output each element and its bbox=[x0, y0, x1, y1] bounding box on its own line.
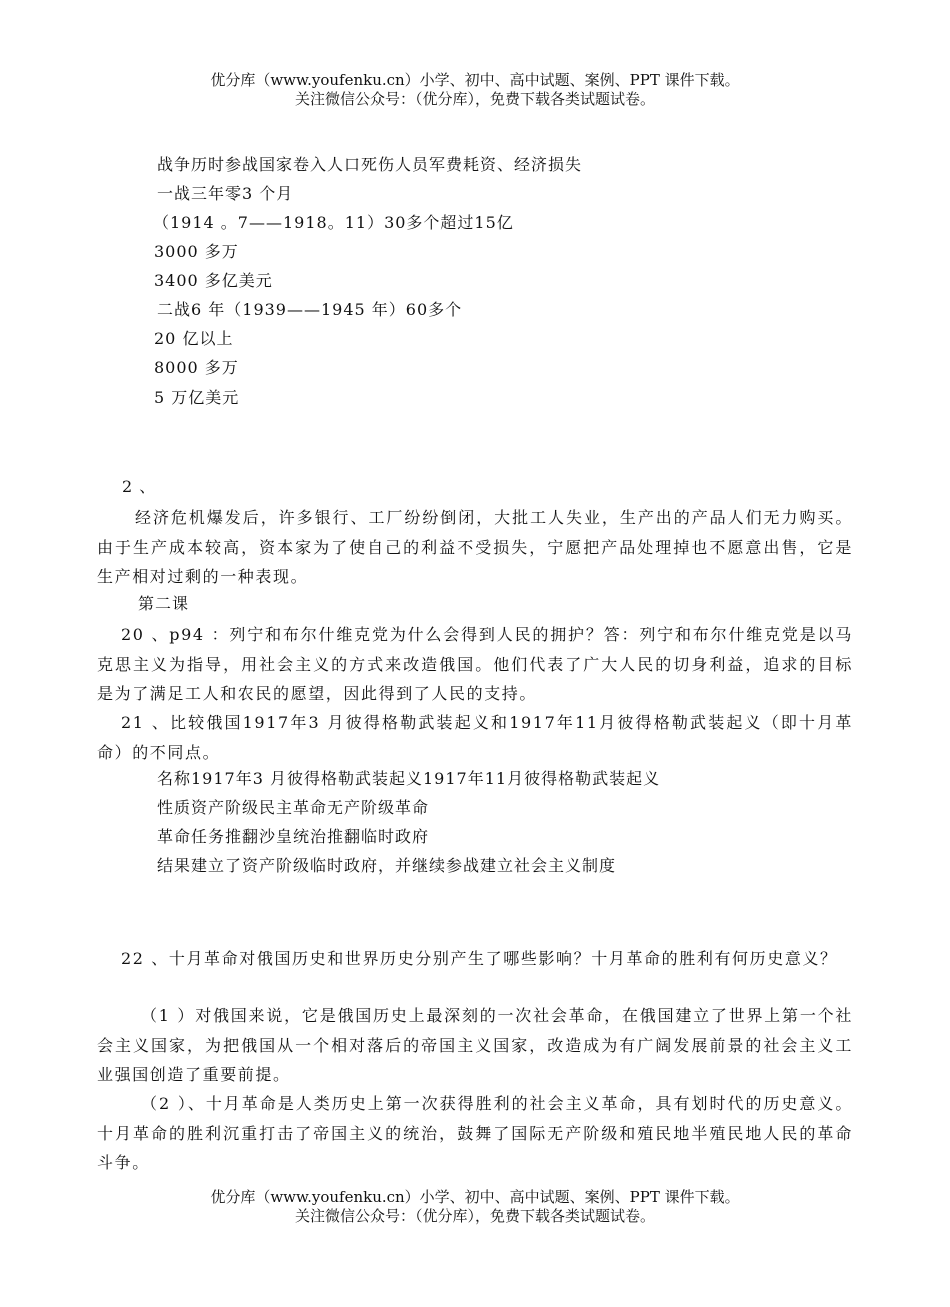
ww1-period: （1914 。7——1918。11）30多个超过15亿 bbox=[153, 213, 514, 232]
ww2-population: 20 亿以上 bbox=[154, 329, 234, 348]
question-2-body: 经济危机爆发后，许多银行、工厂纷纷倒闭，大批工人失业，生产出的产品人们无力购买。由于生产成本较高，资本家为了使自己的利益不受损失，宁愿把产品处理掉也不愿意出售，它是生产相对过剩的一种表现。 bbox=[97, 508, 853, 586]
ww2-casualties: 8000 多万 bbox=[154, 358, 239, 377]
ww2-cost: 5 万亿美元 bbox=[154, 388, 240, 407]
ww1-cost: 3400 多亿美元 bbox=[154, 271, 273, 290]
lesson-2-title: 第二课 bbox=[138, 594, 190, 613]
question-21: 21 、比较俄国1917年3 月彼得格勒武装起义和1917年11月彼得格勒武装起义（即十月革命）的不同点。 bbox=[97, 713, 853, 762]
question-2-number: 2 、 bbox=[122, 477, 157, 496]
ww1-casualties: 3000 多万 bbox=[154, 242, 239, 261]
page-header-line-1: 优分库（www.youfenku.cn）小学、初中、高中试题、案例、PPT 课件下载。 bbox=[210, 71, 740, 89]
page-footer-line-1: 优分库（www.youfenku.cn）小学、初中、高中试题、案例、PPT 课件下载。 bbox=[210, 1188, 740, 1206]
page-footer-line-2: 关注微信公众号：（优分库），免费下载各类试题试卷。 bbox=[294, 1207, 655, 1225]
ww1-label: 一战三年零3 个月 bbox=[157, 184, 294, 203]
question-20: 20 、p94 ：列宁和布尔什维克党为什么会得到人民的拥护？答：列宁和布尔什维克党是以马克思主义为指导，用社会主义的方式来改造俄国。他们代表了广大人民的切身利益，追求的目标是为了满足工人和农民的愿望，因此得到了人民的支持。 bbox=[97, 625, 853, 703]
uprising-row-name: 名称1917年3 月彼得格勒武装起义1917年11月彼得格勒武装起义 bbox=[157, 769, 661, 788]
ww2-label: 二战6 年（1939——1945 年）60多个 bbox=[157, 300, 463, 319]
question-22-answer-2: （2 ）、十月革命是人类历史上第一次获得胜利的社会主义革命，具有划时代的历史意义。十月革命的胜利沉重打击了帝国主义的统治，鼓舞了国际无产阶级和殖民地半殖民地人民的革命斗争。 bbox=[97, 1094, 853, 1172]
uprising-row-result: 结果建立了资产阶级临时政府，并继续参战建立社会主义制度 bbox=[157, 856, 617, 875]
question-22: 22 、十月革命对俄国历史和世界历史分别产生了哪些影响？十月革命的胜利有何历史意义？ bbox=[121, 949, 838, 968]
question-22-answer-1: （1 ）对俄国来说，它是俄国历史上最深刻的一次社会革命，在俄国建立了世界上第一个社会主义国家，为把俄国从一个相对落后的帝国主义国家，改造成为有广阔发展前景的社会主义工业强国创造了重要前提。 bbox=[97, 1006, 853, 1084]
page-header-line-2: 关注微信公众号：（优分库），免费下载各类试题试卷。 bbox=[294, 90, 655, 108]
uprising-row-task: 革命任务推翻沙皇统治推翻临时政府 bbox=[157, 827, 430, 846]
war-table-headers: 战争历时参战国家卷入人口死伤人员军费耗资、经济损失 bbox=[157, 155, 583, 174]
uprising-row-nature: 性质资产阶级民主革命无产阶级革命 bbox=[157, 798, 430, 817]
